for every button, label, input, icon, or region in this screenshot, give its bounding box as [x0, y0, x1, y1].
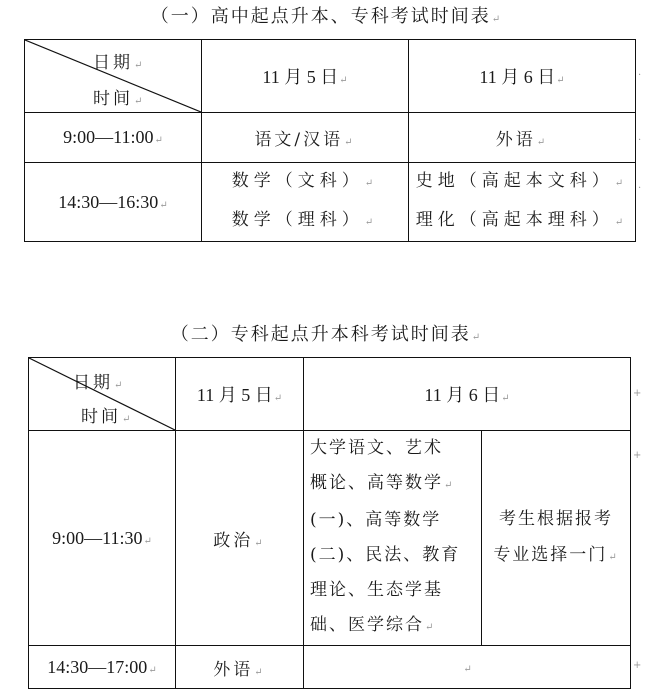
table1-day1-header: 11 月 5 日↵ [202, 40, 409, 113]
table-row [25, 113, 636, 163]
table-row [25, 163, 636, 242]
subject-line: 础、医学综合↵ [310, 615, 436, 635]
subject-line: 概论、高等数学↵ [310, 473, 455, 493]
subject-line: 理论、生态学基 [310, 580, 443, 600]
row-end-mark-icon: · [638, 135, 642, 146]
table2-header-row [29, 358, 631, 431]
subject-cell: 外语↵ [176, 646, 304, 689]
row-end-mark-icon: + [633, 660, 642, 671]
subject-line: (一)、高等数学 [310, 510, 442, 530]
table-row [29, 646, 631, 689]
paragraph-mark-icon: ↵ [491, 14, 503, 25]
subject-cell: 语文/汉语↵ [202, 113, 409, 163]
exam-schedule-table-2 [28, 357, 631, 689]
table2-day2-header: 11 月 6 日↵ [304, 358, 631, 431]
subject-cell: 政治↵ [176, 431, 304, 646]
table1-day2-header: 11 月 6 日↵ [409, 40, 636, 113]
table1-header-row [25, 40, 636, 113]
time-cell: 9:00—11:00↵ [25, 113, 202, 163]
row-end-mark-icon: + [633, 388, 642, 399]
subject-line: 大学语文、艺术 [310, 438, 443, 458]
table2-day1-header: 11 月 5 日↵ [176, 358, 304, 431]
table-row [29, 431, 631, 646]
exam-schedule-table-1 [24, 39, 636, 242]
date-label: 日期↵ [93, 53, 146, 73]
subject-line: (二)、民法、教育 [310, 545, 461, 565]
table2-title [0, 320, 653, 346]
table1-title [0, 2, 653, 28]
paragraph-mark-icon: ↵ [471, 332, 483, 343]
time-cell: 14:30—17:00↵ [29, 646, 176, 689]
time-label: 时间↵ [93, 89, 146, 109]
table2-diagonal-header-cell [29, 358, 176, 431]
table1-diagonal-header-cell [25, 40, 202, 113]
time-label: 时间↵ [81, 407, 134, 427]
subject-cell: 数学（文科）↵ 数学（理科）↵ [202, 163, 409, 242]
note-cell: 考生根据报考 专业选择一门↵ [482, 431, 631, 646]
date-label: 日期↵ [73, 373, 126, 393]
empty-cell: ↵ [304, 646, 631, 689]
subject-list-cell [304, 431, 482, 646]
subject-cell: 外语↵ [409, 113, 636, 163]
table1-title-text: （一）高中起点升本、专科考试时间表 [150, 6, 491, 27]
row-end-mark-icon: + [633, 450, 642, 461]
row-end-mark-icon: · [638, 70, 642, 81]
subject-cell: 史地（高起本文科）↵ 理化（高起本理科）↵ [409, 163, 636, 242]
row-end-mark-icon: · [638, 183, 642, 194]
time-cell: 9:00—11:30↵ [29, 431, 176, 646]
table2-title-text: （二）专科起点升本科考试时间表 [170, 324, 471, 345]
time-cell: 14:30—16:30↵ [25, 163, 202, 242]
